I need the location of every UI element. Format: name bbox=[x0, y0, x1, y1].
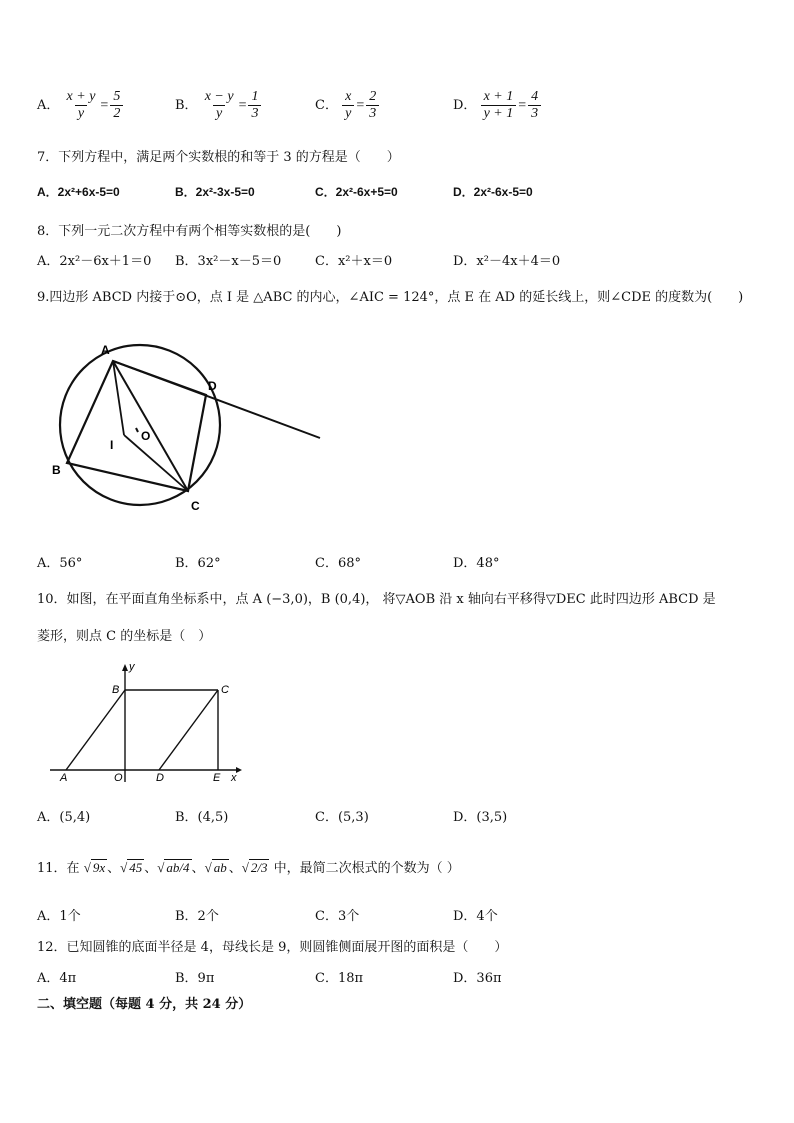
q12-option-b[interactable]: B．9π bbox=[175, 971, 215, 986]
fraction bbox=[481, 89, 517, 122]
q9-option-d[interactable]: D．48° bbox=[453, 556, 500, 571]
q11-option-c[interactable]: C．3个 bbox=[315, 909, 360, 924]
denominator: y bbox=[213, 105, 225, 122]
label-o: O bbox=[114, 772, 123, 784]
q8-option-d[interactable]: D．x²－4x＋4＝0 bbox=[453, 254, 561, 269]
fraction bbox=[248, 89, 261, 122]
center-mark bbox=[136, 428, 138, 432]
numerator: x − y bbox=[204, 89, 234, 104]
label-b: B bbox=[112, 684, 120, 696]
q12-option-a[interactable]: A．4π bbox=[37, 971, 77, 986]
quad-abcd bbox=[67, 361, 206, 491]
radicand: 2/3 bbox=[250, 860, 268, 875]
label-b: B bbox=[52, 463, 61, 477]
denominator: y + 1 bbox=[481, 105, 517, 122]
denominator: 3 bbox=[248, 105, 261, 122]
radicand: ab/4 bbox=[166, 860, 190, 875]
fraction bbox=[110, 89, 123, 122]
q12-option-d[interactable]: D．36π bbox=[453, 971, 502, 986]
numerator: 2 bbox=[369, 89, 377, 104]
label-o: O bbox=[141, 429, 151, 443]
radical: √ 45 bbox=[120, 860, 143, 875]
q11-option-d[interactable]: D．4个 bbox=[453, 909, 498, 924]
fraction bbox=[64, 89, 99, 122]
fraction bbox=[366, 89, 379, 122]
q6-option-b[interactable] bbox=[175, 89, 261, 122]
q9-option-c[interactable]: C．68° bbox=[315, 556, 361, 571]
section-2-title: 二、填空题（每题 4 分，共 24 分） bbox=[37, 997, 252, 1012]
q7-option-d[interactable]: D．2x²-6x-5=0 bbox=[453, 185, 533, 199]
label-x: x bbox=[231, 772, 237, 784]
separator: 、 bbox=[107, 861, 121, 876]
radical: √ ab bbox=[204, 860, 227, 875]
option-label: B． bbox=[175, 98, 198, 113]
q9-circle-diagram bbox=[40, 335, 340, 525]
fraction bbox=[342, 89, 354, 122]
q10-text-line1: 10．如图，在平面直角坐标系中，点 A (−3,0)，B (0,4)， 将▽AOB 沿 x 轴向右平移得▽DEC 此时四边形 ABCD 是 bbox=[37, 592, 716, 607]
separator: 、 bbox=[228, 861, 242, 876]
q10-coordinate-diagram bbox=[45, 660, 245, 785]
label-c: C bbox=[191, 499, 200, 513]
denominator: 2 bbox=[110, 105, 123, 122]
label-a: A bbox=[101, 343, 110, 357]
label-a: A bbox=[60, 772, 68, 784]
q11-suffix: 中，最简二次根式的个数为（ ） bbox=[273, 861, 460, 876]
label-d: D bbox=[156, 772, 164, 784]
q8-text: 8．下列一元二次方程中有两个相等实数根的是( ) bbox=[37, 224, 342, 239]
radical: √ 9x bbox=[83, 860, 106, 875]
radicand: 9x bbox=[92, 860, 106, 875]
numerator: 4 bbox=[531, 89, 539, 104]
equals-sign: = bbox=[100, 98, 109, 113]
q7-option-a[interactable]: A．2x²+6x-5=0 bbox=[37, 185, 120, 199]
q12-text: 12．已知圆锥的底面半径是 4，母线长是 9，则圆锥侧面展开图的面积是（ ） bbox=[37, 940, 508, 955]
option-label: C． bbox=[315, 98, 338, 113]
fraction bbox=[528, 89, 541, 122]
q8-option-b[interactable]: B．3x²－x－5＝0 bbox=[175, 254, 282, 269]
q8-option-c[interactable]: C．x²＋x＝0 bbox=[315, 254, 393, 269]
separator: 、 bbox=[191, 861, 205, 876]
fraction bbox=[202, 89, 237, 122]
label-y: y bbox=[129, 661, 135, 673]
numerator: x + y bbox=[66, 89, 96, 104]
q6-option-d[interactable] bbox=[453, 89, 541, 122]
denominator: 3 bbox=[528, 105, 541, 122]
q10-option-a[interactable]: A．(5,4) bbox=[37, 810, 91, 825]
q8-option-a[interactable]: A．2x²－6x＋1＝0 bbox=[37, 254, 152, 269]
q11-prefix: 11．在 bbox=[37, 861, 80, 876]
label-d: D bbox=[208, 379, 217, 393]
q7-text: 7．下列方程中，满足两个实数根的和等于 3 的方程是（ ） bbox=[37, 150, 400, 165]
q9-text: 9.四边形 ABCD 内接于⊙O，点 I 是 △ABC 的内心，∠AIC = 124°，点 E 在 AD 的延长线上，则∠CDE 的度数为( ) bbox=[37, 290, 744, 305]
q7-option-c[interactable]: C．2x²-6x+5=0 bbox=[315, 185, 398, 199]
option-label: A． bbox=[37, 98, 60, 113]
label-c: C bbox=[221, 684, 229, 696]
numerator: 1 bbox=[251, 89, 259, 104]
y-axis-arrow bbox=[122, 664, 128, 671]
q6-option-a[interactable] bbox=[37, 89, 123, 122]
segment-ab bbox=[66, 690, 125, 770]
denominator: 3 bbox=[366, 105, 379, 122]
label-e: E bbox=[213, 772, 221, 784]
q11-option-a[interactable]: A．1个 bbox=[37, 909, 81, 924]
numerator: x bbox=[345, 89, 352, 104]
equals-sign: = bbox=[238, 98, 247, 113]
numerator: 5 bbox=[113, 89, 121, 104]
q10-text-line2: 菱形，则点 C 的坐标是（ ） bbox=[37, 629, 212, 644]
segment-dc bbox=[159, 690, 218, 770]
separator: 、 bbox=[144, 861, 158, 876]
x-axis-arrow bbox=[236, 767, 242, 773]
radical: √ ab/4 bbox=[157, 860, 190, 875]
q9-option-a[interactable]: A．56° bbox=[37, 556, 83, 571]
equals-sign: = bbox=[518, 98, 527, 113]
option-label: D． bbox=[453, 98, 477, 113]
numerator: x + 1 bbox=[483, 89, 514, 104]
radicand: ab bbox=[213, 860, 227, 875]
q11-text bbox=[37, 857, 460, 876]
q7-option-b[interactable]: B．2x²-3x-5=0 bbox=[175, 185, 255, 199]
label-i: I bbox=[110, 438, 114, 452]
equals-sign: = bbox=[356, 98, 365, 113]
q10-option-c[interactable]: C．(5,3) bbox=[315, 810, 369, 825]
q10-option-d[interactable]: D．(3,5) bbox=[453, 810, 508, 825]
q10-option-b[interactable]: B．(4,5) bbox=[175, 810, 229, 825]
diagonal-ac bbox=[113, 361, 188, 491]
q12-option-c[interactable]: C．18π bbox=[315, 971, 364, 986]
denominator: y bbox=[75, 105, 87, 122]
radical: √ 2/3 bbox=[241, 860, 268, 875]
q9-option-b[interactable]: B．62° bbox=[175, 556, 221, 571]
q6-option-c[interactable] bbox=[315, 89, 379, 122]
denominator: y bbox=[342, 105, 354, 122]
radicand: 45 bbox=[129, 860, 143, 875]
q11-option-b[interactable]: B．2个 bbox=[175, 909, 219, 924]
